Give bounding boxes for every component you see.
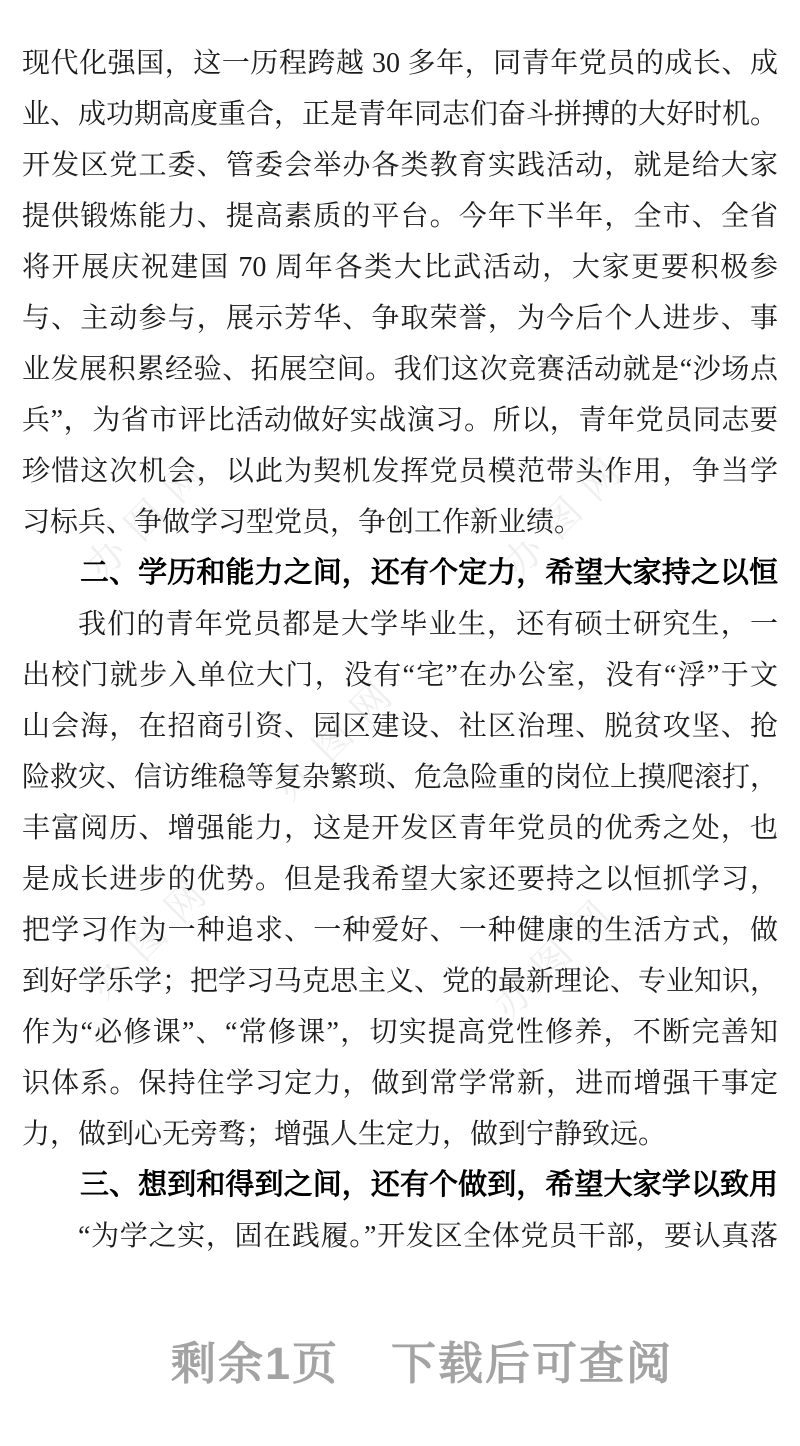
document-line: 作为“必修课”、“常修课”，切实提高党性修养，不断完善知 bbox=[22, 1017, 778, 1048]
document-line: 山会海，在招商引资、园区建设、社区治理、脱贫攻坚、抢 bbox=[22, 711, 778, 742]
document-line: 识体系。保持住学习定力，做到常学常新，进而增强干事定 bbox=[22, 1068, 778, 1099]
document-content bbox=[22, 38, 778, 1262]
watermark-text: 办图网 bbox=[486, 883, 631, 1028]
document-line: 提供锻炼能力、提高素质的平台。今年下半年，全市、全省 bbox=[22, 201, 778, 232]
document-line: 业、成功期高度重合，正是青年同志们奋斗拼搏的大好时机。 bbox=[22, 99, 778, 130]
document-line: “为学之实，固在践履。”开发区全体党员干部，要认真落 bbox=[78, 1221, 778, 1252]
document-line: 珍惜这次机会，以此为契机发挥党员模范带头作用，争当学 bbox=[22, 456, 778, 487]
document-line: 现代化强国，这一历程跨越 30 多年，同青年党员的成长、成 bbox=[22, 48, 778, 79]
watermark-text: 办图网 bbox=[79, 443, 224, 588]
paywall-footer bbox=[0, 1338, 800, 1390]
section-heading: 三、想到和得到之间，还有个做到，希望大家学以致用 bbox=[80, 1169, 778, 1201]
document-line: 开发区党工委、管委会举办各类教育实践活动，就是给大家 bbox=[22, 150, 778, 181]
pages-remaining-label: 剩余1页 bbox=[170, 1338, 339, 1389]
watermark-text: 办图网 bbox=[81, 863, 226, 1008]
document-line: 险救灾、信访维稳等复杂繁琐、危急险重的岗位上摸爬滚打， bbox=[22, 762, 778, 793]
document-line: 我们的青年党员都是大学毕业生，还有硕士研究生，一 bbox=[78, 609, 778, 640]
watermark-text: 办图网 bbox=[496, 441, 641, 586]
document-line: 到好学乐学；把学习马克思主义、党的最新理论、专业知识， bbox=[22, 966, 778, 997]
document-line: 将开展庆祝建国 70 周年各类大比武活动，大家更要积极参 bbox=[22, 252, 778, 283]
document-line: 业发展积累经验、拓展空间。我们这次竞赛活动就是“沙场点 bbox=[22, 354, 778, 385]
document-line: 力，做到心无旁骛；增强人生定力，做到宁静致远。 bbox=[22, 1119, 667, 1150]
document-line: 出校门就步入单位大门，没有“宅”在办公室，没有“浮”于文 bbox=[22, 660, 778, 691]
document-line: 习标兵、争做学习型党员，争创工作新业绩。 bbox=[22, 507, 583, 538]
document-line: 兵”，为省市评比活动做好实战演习。所以，青年党员同志要 bbox=[22, 405, 778, 436]
section-heading: 二、学历和能力之间，还有个定力，希望大家持之以恒 bbox=[80, 557, 778, 589]
document-line: 把学习作为一种追求、一种爱好、一种健康的生活方式，做 bbox=[22, 915, 778, 946]
download-hint-label: 下载后可查阅 bbox=[391, 1338, 674, 1389]
document-line: 是成长进步的优势。但是我希望大家还要持之以恒抓学习， bbox=[22, 864, 778, 895]
watermark-text: 办图网 bbox=[267, 664, 412, 809]
document-line: 丰富阅历、增强能力，这是开发区青年党员的优秀之处，也 bbox=[22, 813, 778, 844]
document-line: 与、主动参与，展示芳华、争取荣誉，为今后个人进步、事 bbox=[22, 303, 778, 334]
